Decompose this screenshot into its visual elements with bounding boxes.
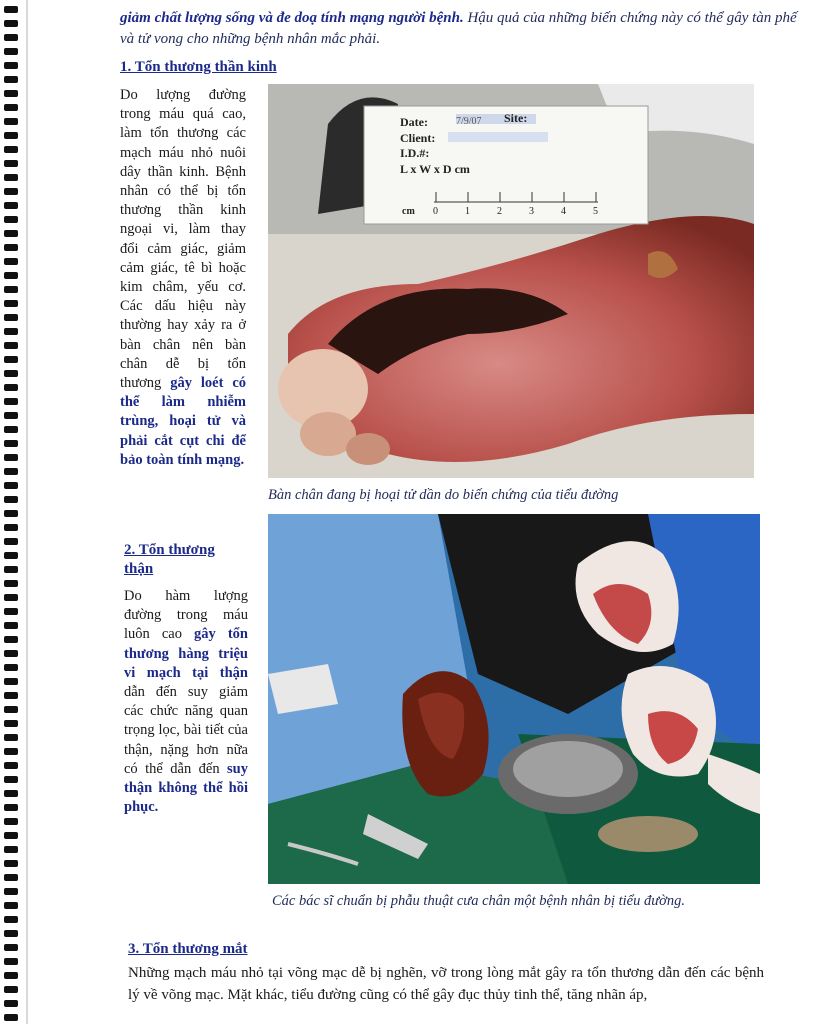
binding-ring [4, 258, 18, 265]
binding-ring [4, 1014, 18, 1021]
binding-ring [4, 916, 18, 923]
section1-heading: 1. Tổn thương thần kinh [120, 59, 277, 75]
binding-ring [4, 580, 18, 587]
binding-ring [4, 202, 18, 209]
binding-ring [4, 804, 18, 811]
intro-bold: giảm chất lượng sống và đe doạ tính mạng người bệnh. [120, 10, 464, 26]
section2-text [124, 587, 248, 817]
binding-ring [4, 776, 18, 783]
binding-ring [4, 734, 18, 741]
binding-ring [4, 356, 18, 363]
binding-ring [4, 958, 18, 965]
binding-ring [4, 832, 18, 839]
binding-ring [4, 314, 18, 321]
binding-ring [4, 972, 18, 979]
binding-ring [4, 930, 18, 937]
surgery-photo [268, 514, 760, 884]
binding-ring [4, 552, 18, 559]
binding-ring [4, 20, 18, 27]
binding-ring [4, 720, 18, 727]
surgery-photo-illustration [268, 514, 760, 884]
binding-ring [4, 860, 18, 867]
binding-ring [4, 468, 18, 475]
binding-ring [4, 482, 18, 489]
ruler-tick-label: 1 [465, 206, 470, 217]
binding-ring [4, 300, 18, 307]
card-client-label: Client: [400, 131, 436, 145]
section2-text-bold-1: gây tổn thương hàng triệu vi mạch tại thận [124, 626, 248, 681]
section2-heading-line2: thận [124, 561, 154, 577]
binding-ring [4, 6, 18, 13]
binding-ring [4, 650, 18, 657]
binding-ring [4, 76, 18, 83]
section3-text: Những mạch máu nhỏ tại võng mạc dễ bị nghẽn, vỡ trong lòng mắt gây ra tổn thương dẫn đến các bệnh lý về võng mạc. Mặt khác, tiểu đường cũng có thể gây đục thủy tinh thể, tăng nhãn áp, [128, 965, 764, 1003]
binding-ring [4, 706, 18, 713]
binding-ring [4, 510, 18, 517]
section1-text-bold: gây loét có thể làm nhiễm trùng, hoại tử và phải cắt cụt chi để bảo toàn tính mạng. [120, 375, 246, 468]
binding-ring [4, 146, 18, 153]
binding-ring [4, 636, 18, 643]
card-date-label: Date: [400, 115, 428, 129]
section2-text-1: Do hàm lượng đường trong máu luôn cao [124, 588, 248, 643]
binding-ring [4, 664, 18, 671]
binding-ring [4, 902, 18, 909]
binding-ring [4, 790, 18, 797]
intro-rest: Hậu quả của những biến chứng này có thể gây tàn phế và tử vong cho những bệnh nhân mắc phải. [120, 10, 797, 47]
binding-ring [4, 678, 18, 685]
binding-ring [4, 524, 18, 531]
binding-ring [4, 594, 18, 601]
binding-ring [4, 48, 18, 55]
binding-ring [4, 174, 18, 181]
section3-heading: 3. Tổn thương mắt [128, 941, 248, 957]
ruler-tick-label: 3 [529, 206, 534, 217]
binding-ring [4, 818, 18, 825]
card-dims: L x W x D cm [400, 162, 470, 176]
binding-ring [4, 132, 18, 139]
binding-ring [4, 454, 18, 461]
binding-ring [4, 496, 18, 503]
binding-ring [4, 62, 18, 69]
binding-ring [4, 846, 18, 853]
photo1-caption: Bàn chân đang bị hoại tử dần do biến chứng của tiểu đường [268, 487, 619, 503]
binding-ring [4, 216, 18, 223]
binding-ring [4, 328, 18, 335]
ruler-label: cm [402, 206, 415, 217]
binding-ring [4, 370, 18, 377]
binding-ring [4, 622, 18, 629]
card-date-value: 7/9/07 [456, 116, 482, 127]
binding-ring [4, 608, 18, 615]
ruler-tick-label: 0 [433, 206, 438, 217]
page-edge [26, 0, 28, 1024]
binding-ring [4, 874, 18, 881]
binding-ring [4, 34, 18, 41]
binding-ring [4, 566, 18, 573]
section1-text [120, 86, 246, 470]
binding-ring [4, 412, 18, 419]
binding-ring [4, 440, 18, 447]
binding-ring [4, 1000, 18, 1007]
binding-ring [4, 888, 18, 895]
section2-heading-line1: 2. Tổn thương [124, 542, 215, 558]
binding-ring [4, 762, 18, 769]
binding-ring [4, 944, 18, 951]
binding-ring [4, 748, 18, 755]
binding-ring [4, 118, 18, 125]
section2-heading [124, 541, 244, 579]
card-site-label: Site: [504, 111, 528, 125]
binding-ring [4, 384, 18, 391]
binding-ring [4, 342, 18, 349]
binding-ring [4, 244, 18, 251]
intro-paragraph [120, 8, 800, 50]
foot-photo-illustration [268, 84, 754, 478]
binding-ring [4, 692, 18, 699]
binding-ring [4, 90, 18, 97]
ruler-tick-label: 4 [561, 206, 566, 217]
ruler-tick-label: 2 [497, 206, 502, 217]
section2-text-2: dẫn đến suy giảm các chức năng quan trọng lọc, bài tiết của thận, nặng hơn nữa có thể dẫn đến [124, 684, 248, 777]
binding-ring [4, 188, 18, 195]
foot-gangrene-photo [268, 84, 754, 478]
binding-ring [4, 286, 18, 293]
card-id-label: I.D.#: [400, 146, 430, 160]
section1-text-plain: Do lượng đường trong máu quá cao, làm tổn thương các mạch máu nhỏ nuôi dây thần kinh. Bệnh nhân có thể bị tổn thương thần kinh ngoại vi, làm thay đổi cảm giác, giảm cảm giác, tê bì hoặc kim châm, yếu cơ. Các dấu hiệu này thường hay xảy ra ở bàn chân nên bàn chân dễ bị tổn thương [120, 87, 246, 392]
binding-ring [4, 398, 18, 405]
binding-ring [4, 426, 18, 433]
binding-ring [4, 230, 18, 237]
binding-ring [4, 538, 18, 545]
binding-ring [4, 104, 18, 111]
binding-ring [4, 272, 18, 279]
photo2-caption: Các bác sĩ chuẩn bị phẫu thuật cưa chân một bệnh nhân bị tiểu đường. [272, 893, 685, 909]
binding-ring [4, 986, 18, 993]
section2-text-bold-2: suy thận không thể hồi phục. [124, 760, 248, 816]
binding-ring [4, 160, 18, 167]
ruler-tick-label: 5 [593, 206, 598, 217]
